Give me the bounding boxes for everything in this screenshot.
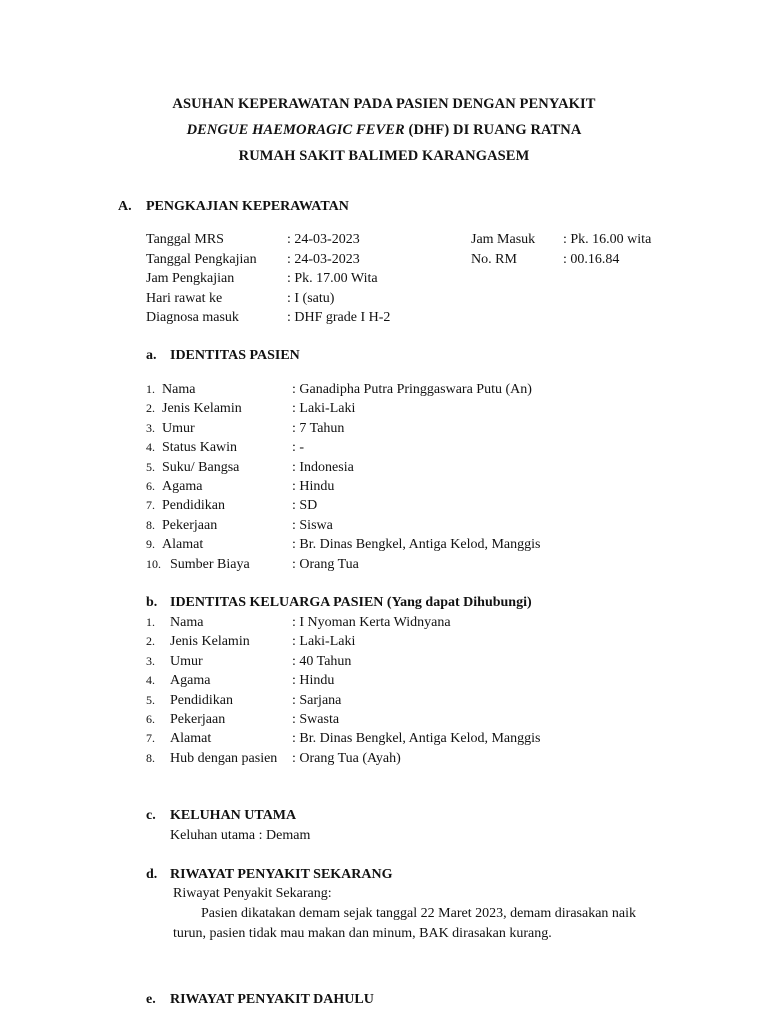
- list-item: [0, 729, 768, 748]
- item-label: Pekerjaan: [170, 712, 226, 727]
- keluhan-marker: c.: [146, 808, 156, 823]
- list-item: [0, 710, 768, 729]
- section-a-heading: PENGKAJIAN KEPERAWATAN: [146, 199, 349, 214]
- item-number: 5.: [146, 692, 155, 707]
- item-label: Nama: [170, 615, 204, 630]
- item-label: Status Kawin: [162, 440, 238, 456]
- field-label: Jam Pengkajian: [146, 271, 235, 287]
- item-number: 7.: [146, 731, 155, 746]
- list-item: [0, 749, 768, 768]
- keluhan-text: Keluhan utama : Demam: [170, 828, 311, 843]
- item-number: 8.: [146, 517, 155, 532]
- item-number: 9.: [146, 537, 155, 552]
- item-number: 5.: [146, 459, 155, 474]
- item-number: 7.: [146, 498, 155, 513]
- list-item: [0, 399, 768, 418]
- list-item: [0, 555, 768, 574]
- item-number: 8.: [146, 750, 155, 765]
- list-item: [0, 632, 768, 651]
- list-item: [0, 477, 768, 496]
- keluhan-heading: KELUHAN UTAMA: [170, 808, 297, 823]
- field-label: Hari rawat ke: [146, 290, 223, 306]
- list-item: [0, 380, 768, 399]
- title-line-2: [0, 120, 768, 140]
- item-value: : Swasta: [292, 712, 340, 727]
- riwayat-dahulu-heading: RIWAYAT PENYAKIT DAHULU: [170, 992, 374, 1007]
- item-number: 6.: [146, 479, 155, 493]
- item-label: Alamat: [170, 731, 212, 747]
- section-a-marker: A.: [118, 199, 132, 214]
- item-number: 3.: [146, 420, 155, 435]
- item-value: : Hindu: [292, 479, 335, 494]
- title-line-1: ASUHAN KEPERAWATAN PADA PASIEN DENGAN PENYAKIT: [172, 96, 596, 112]
- item-value: : Br. Dinas Bengkel, Antiga Kelod, Manggis: [292, 537, 541, 553]
- riwayat-sekarang-heading: RIWAYAT PENYAKIT SEKARANG: [170, 867, 393, 882]
- item-value: : Indonesia: [292, 459, 354, 475]
- item-label: Jenis Kelamin: [162, 401, 242, 417]
- list-item: [0, 458, 768, 477]
- item-label: Hub dengan pasien: [170, 750, 278, 766]
- item-number: 2.: [146, 401, 155, 416]
- item-label: Jenis Kelamin: [170, 634, 250, 650]
- identitas-keluarga-heading: IDENTITAS KELUARGA PASIEN (Yang dapat Dihubungi): [170, 595, 532, 610]
- item-number: 3.: [146, 653, 155, 668]
- item-value: : Br. Dinas Bengkel, Antiga Kelod, Manggis: [292, 731, 541, 747]
- item-number: 10.: [146, 556, 161, 571]
- list-item: [0, 496, 768, 515]
- list-item: [0, 671, 768, 690]
- list-item: [0, 691, 768, 710]
- item-label: Nama: [162, 382, 196, 397]
- field-value: : Pk. 17.00 Wita: [287, 271, 378, 287]
- title-line-2-rest: (DHF) DI RUANG RATNA: [404, 122, 582, 138]
- riwayat-sekarang-label: Riwayat Penyakit Sekarang:: [173, 886, 332, 901]
- item-number: 6.: [146, 712, 155, 726]
- item-value: : Laki-Laki: [292, 401, 356, 417]
- field-label: No. RM: [471, 251, 517, 267]
- item-label: Sumber Biaya: [170, 556, 250, 572]
- item-label: Umur: [162, 420, 195, 436]
- item-label: Alamat: [162, 537, 204, 553]
- item-value: : -: [292, 440, 305, 456]
- item-number: 1.: [146, 382, 155, 396]
- field-value: : 24-03-2023: [287, 251, 360, 267]
- item-value: : Orang Tua: [292, 556, 359, 572]
- item-value: : Laki-Laki: [292, 634, 356, 650]
- item-label: Agama: [162, 479, 203, 494]
- field-value: : I (satu): [287, 290, 335, 306]
- title-line-3: RUMAH SAKIT BALIMED KARANGASEM: [238, 148, 530, 164]
- item-number: 2.: [146, 634, 155, 649]
- identitas-keluarga-marker: b.: [146, 595, 158, 610]
- riwayat-dahulu-marker: e.: [146, 992, 156, 1007]
- item-value: : Hindu: [292, 673, 335, 689]
- field-value: : Pk. 16.00 wita: [563, 232, 652, 247]
- list-item: [0, 652, 768, 671]
- item-value: : Sarjana: [292, 692, 342, 708]
- item-value: : 40 Tahun: [292, 653, 352, 669]
- list-item: [0, 438, 768, 457]
- field-value: : 00.16.84: [563, 251, 620, 267]
- title-italic: DENGUE HAEMORAGIC FEVER: [186, 122, 405, 138]
- list-item: [0, 613, 768, 632]
- item-label: Pekerjaan: [162, 517, 218, 533]
- identitas-pasien-marker: a.: [146, 348, 157, 363]
- field-value: : DHF grade I H-2: [287, 310, 391, 326]
- item-label: Umur: [170, 653, 203, 669]
- item-label: Pendidikan: [170, 692, 233, 708]
- item-number: 4.: [146, 673, 155, 688]
- list-item: [0, 535, 768, 554]
- item-value: : 7 Tahun: [292, 420, 345, 436]
- item-value: : Siswa: [292, 517, 333, 533]
- field-value: : 24-03-2023: [287, 232, 360, 247]
- item-number: 1.: [146, 615, 155, 629]
- item-label: Suku/ Bangsa: [162, 459, 240, 475]
- field-label: Tanggal Pengkajian: [146, 251, 257, 267]
- identitas-pasien-heading: IDENTITAS PASIEN: [170, 348, 300, 363]
- riwayat-sekarang-para-line-2: turun, pasien tidak mau makan dan minum, BAK dirasakan kurang.: [173, 926, 552, 941]
- item-value: : SD: [292, 498, 318, 514]
- list-item: [0, 419, 768, 438]
- list-item: [0, 516, 768, 535]
- item-number: 4.: [146, 440, 155, 455]
- field-label: Tanggal MRS: [146, 232, 224, 247]
- item-label: Pendidikan: [162, 498, 225, 514]
- field-label: Diagnosa masuk: [146, 310, 239, 326]
- item-label: Agama: [170, 673, 211, 689]
- item-value: : I Nyoman Kerta Widnyana: [292, 615, 451, 630]
- item-value: : Orang Tua (Ayah): [292, 750, 401, 766]
- riwayat-sekarang-para-line-1: Pasien dikatakan demam sejak tanggal 22 Maret 2023, demam dirasakan naik: [201, 906, 637, 921]
- riwayat-sekarang-marker: d.: [146, 867, 158, 882]
- item-value: : Ganadipha Putra Pringgaswara Putu (An): [292, 382, 532, 397]
- field-label: Jam Masuk: [471, 232, 536, 247]
